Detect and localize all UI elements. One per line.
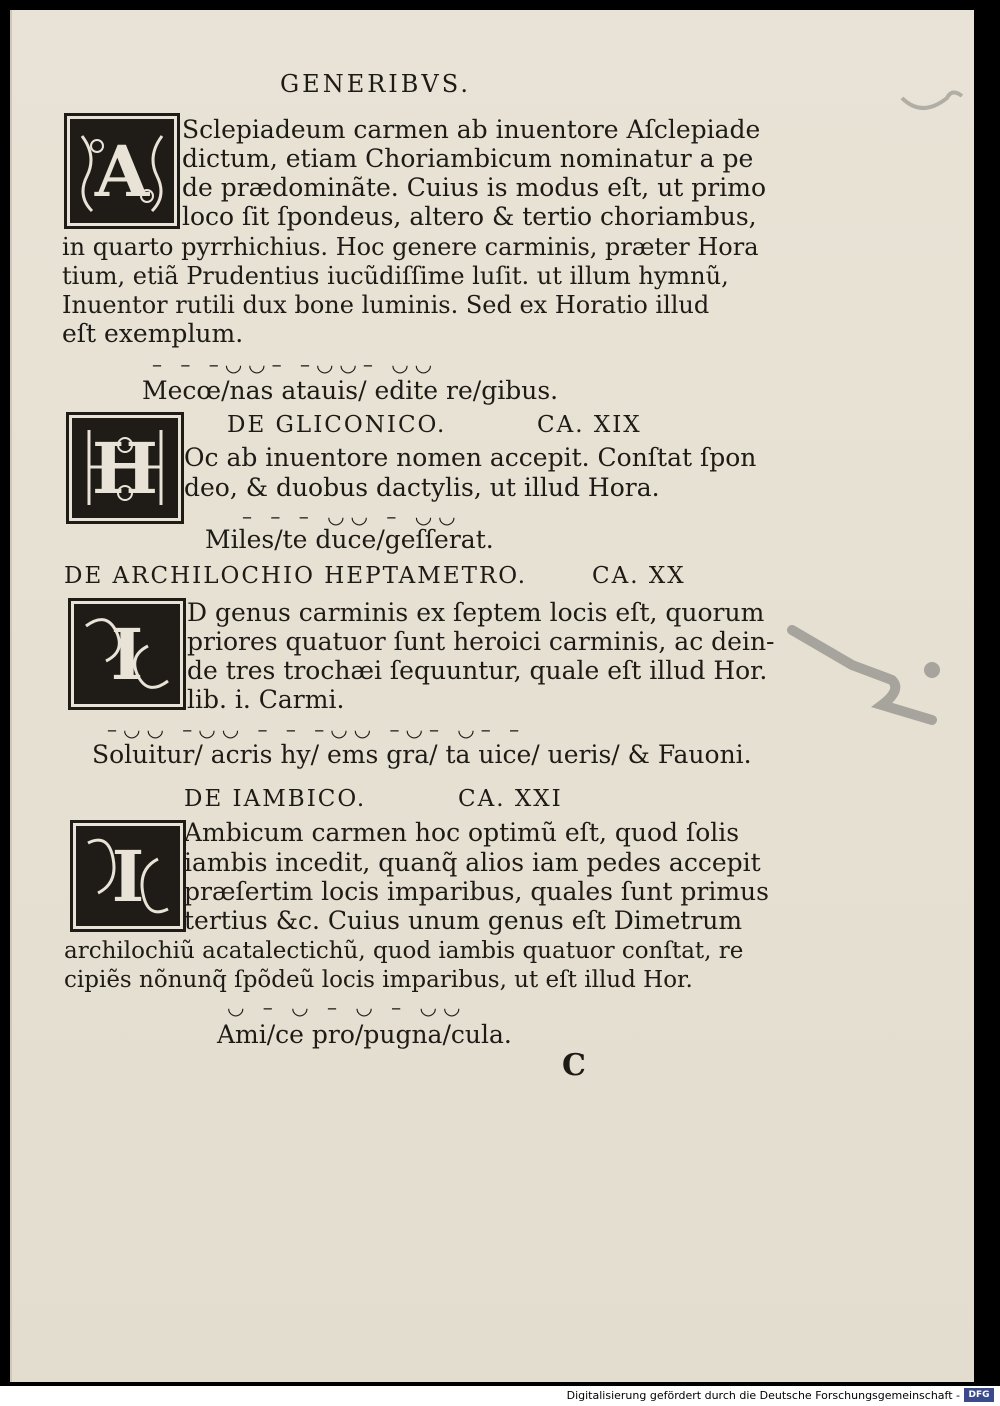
text-line: iambis incedit, quanq̃ alios iam pedes accepit xyxy=(184,848,761,877)
text-line: D genus carminis ex ſeptem locis eſt, quorum xyxy=(187,598,765,627)
text-line: de tres trochæi ſequuntur, quale eſt illud Hor. xyxy=(187,656,768,685)
chapter-number: CA. XX xyxy=(592,563,686,589)
initial-letter: A xyxy=(94,129,150,213)
text-line: eſt exemplum. xyxy=(62,319,244,348)
metrical-scheme: – – – ◡◡ – ◡◡ xyxy=(242,504,462,528)
text-line: Ambicum carmen hoc optimũ eſt, quod ſolis xyxy=(184,818,740,847)
example-verse: Soluitur/ acris hy/ ems gra/ ta uice/ ueris/ & Fauoni. xyxy=(92,740,752,769)
chapter-title: DE GLICONICO. xyxy=(227,412,447,438)
footer-credit: Digitalisierung gefördert durch die Deutsche Forschungsgemeinschaft - xyxy=(566,1389,960,1402)
signature-mark: C xyxy=(562,1048,586,1083)
chapter-title: DE ARCHILOCHIO HEPTAMETRO. xyxy=(64,563,528,589)
initial-letter: I xyxy=(110,612,144,696)
text-line: lib. i. Carmi. xyxy=(187,685,345,714)
text-line: præſertim locis imparibus, quales ſunt primus xyxy=(184,877,769,906)
example-verse: Miles/te duce/geſſerat. xyxy=(205,525,494,554)
metrical-scheme: – – –◡◡– –◡◡– ◡◡ xyxy=(152,352,439,376)
initial-letter: I xyxy=(111,834,145,918)
decorated-initial-i xyxy=(68,598,186,710)
metrical-scheme: –◡◡ –◡◡ – – –◡◡ –◡– ◡– – xyxy=(107,717,526,741)
dfg-logo-icon: DFG xyxy=(964,1388,994,1402)
chapter-title: DE IAMBICO. xyxy=(184,786,367,812)
text-line: in quarto pyrrhichius. Hoc genere carminis, præter Hora xyxy=(62,233,759,261)
chapter-number: CA. XIX xyxy=(537,412,642,438)
text-line: Oc ab inuentore nomen accepit. Conſtat ſpon xyxy=(184,443,757,472)
example-verse: Ami/ce pro/pugna/cula. xyxy=(217,1020,512,1049)
text-line: Sclepiadeum carmen ab inuentore Aſclepiade xyxy=(182,115,761,144)
decorated-initial-h xyxy=(66,412,184,524)
ink-stain-icon xyxy=(772,610,972,750)
digitization-footer xyxy=(0,1386,1000,1406)
text-line: deo, & duobus dactylis, ut illud Hora. xyxy=(184,473,660,502)
decorated-initial-i xyxy=(70,820,186,932)
text-line: archilochiũ acatalectichũ, quod iambis quatuor conſtat, re xyxy=(64,938,744,964)
ink-stain-icon xyxy=(892,78,972,138)
running-head: GENERIBVS. xyxy=(280,70,471,98)
book-page xyxy=(10,10,974,1382)
text-line: priores quatuor ſunt heroici carminis, ac dein- xyxy=(187,627,775,656)
metrical-scheme: ◡ – ◡ – ◡ – ◡◡ xyxy=(227,995,467,1019)
text-line: de prædominãte. Cuius is modus eſt, ut primo xyxy=(182,173,766,202)
decorated-initial-a xyxy=(64,113,180,229)
text-line: tertius &c. Cuius unum genus eſt Dimetrum xyxy=(184,906,743,935)
text-line: tium, etiã Prudentius iucũdiſſime luſit. ut illum hymnũ, xyxy=(62,262,729,290)
text-line: dictum, etiam Choriambicum nominatur a pe xyxy=(182,144,754,173)
text-line: Inuentor rutili dux bone luminis. Sed ex Horatio illud xyxy=(62,291,710,319)
chapter-number: CA. XXI xyxy=(458,786,563,812)
initial-letter: H xyxy=(91,426,159,510)
text-line: cipiẽs nõnunq̃ ſpõdeũ locis imparibus, ut eſt illud Hor. xyxy=(64,967,693,993)
text-line: loco ſit ſpondeus, altero & tertio choriambus, xyxy=(182,202,757,231)
example-verse: Mecœ/nas atauis/ edite re/gibus. xyxy=(142,376,559,405)
